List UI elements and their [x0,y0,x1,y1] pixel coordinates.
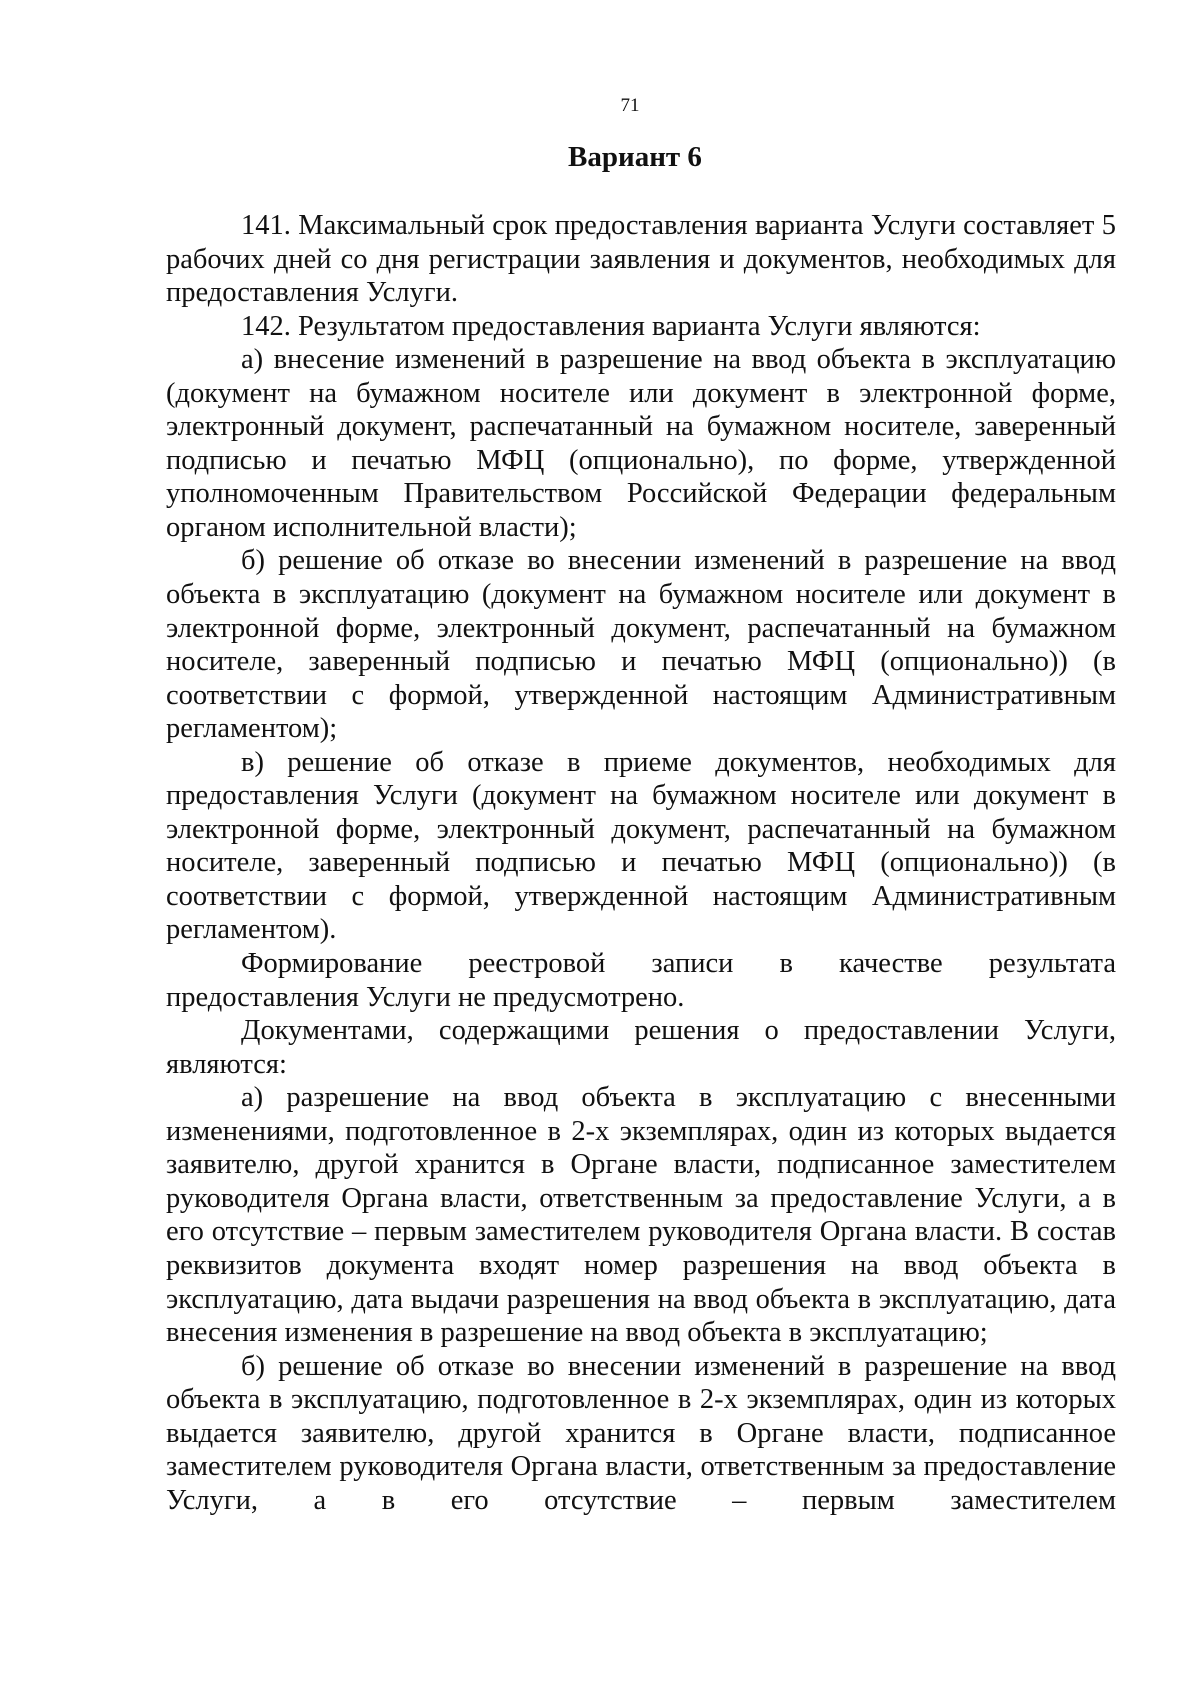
paragraph-141: 141. Максимальный срок предоставления варианта Услуги составляет 5 рабочих дней со дня регистрации заявления и документов, необходимых для предоставления Услуги. [166,210,1116,309]
registry-record-paragraph: Формирование реестровой записи в качестве результата предоставления Услуги не предусмотрено. [166,948,1116,1013]
result-item-v: в) решение об отказе в приеме документов, необходимых для предоставления Услуги (документ на бумажном носителе или документ в электронной форме, электронный документ, распечатанный на бумажном носителе, заверенный подписью и печатью МФЦ (опционально)) (в соответствии с формой, утвержденной настоящим Административным регламентом). [166,746,1116,946]
decision-document-b: б) решение об отказе во внесении изменений в разрешение на ввод объекта в эксплуатацию, подготовленное в 2-х экземплярах, один из которых выдается заявителю, другой хранится в Органе власти, подписанное заместителем руководителя Органа власти, ответственным за предоставление Услуги, а в его отсутствие – первым заместителем [166,1350,1116,1516]
result-item-a: а) внесение изменений в разрешение на ввод объекта в эксплуатацию (документ на бумажном носителе или документ в электронной форме, электронный документ, распечатанный на бумажном носителе, заверенный подписью и печатью МФЦ (опционально), по форме, утвержденной уполномоченным Правительством Российской Федерации федеральным органом исполнительной власти); [166,344,1116,543]
decision-documents-intro: Документами, содержащими решения о предоставлении Услуги, являются: [166,1015,1116,1080]
document-body [166,209,1116,1517]
decision-document-a: а) разрешение на ввод объекта в эксплуатацию с внесенными изменениями, подготовленное в 2-х экземплярах, один из которых выдается заявителю, другой хранится в Органе власти, подписанное заместителем руководителя Органа власти, ответственным за предоставление Услуги, а в его отсутствие – первым заместителем руководителя Органа власти. В состав реквизитов документа входят номер разрешения на ввод объекта в эксплуатацию, дата выдачи разрешения на ввод объекта в эксплуатацию, дата внесения изменения в разрешение на ввод объекта в эксплуатацию; [166,1082,1116,1349]
section-heading: Вариант 6 [568,141,702,173]
result-item-b: б) решение об отказе во внесении изменений в разрешение на ввод объекта в эксплуатацию (документ на бумажном носителе или документ в электронной форме, электронный документ, распечатанный на бумажном носителе, заверенный подписью и печатью МФЦ (опционально)) (в соответствии с формой, утвержденной настоящим Административным регламентом); [166,545,1116,745]
paragraph-142: 142. Результатом предоставления варианта Услуги являются: [241,310,981,342]
page-number: 71 [620,95,640,116]
